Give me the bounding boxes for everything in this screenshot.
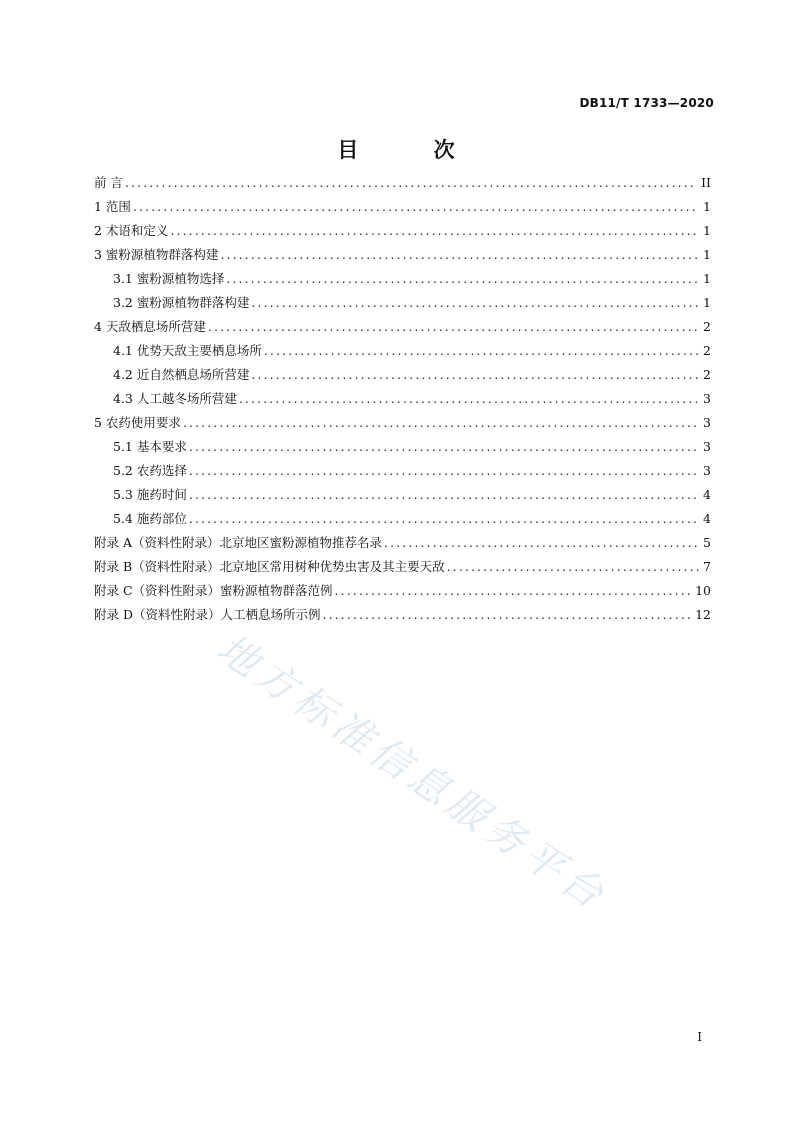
toc-entry[interactable] [94,483,711,507]
toc-entry-label: 3.2 蜜粉源植物群落构建 [113,295,250,310]
toc-entry-label: 5 农药使用要求 [94,415,181,430]
toc-entry[interactable] [94,435,711,459]
toc-entry[interactable] [94,195,711,219]
toc-entry[interactable] [94,579,711,603]
toc-entry[interactable] [94,459,711,483]
toc-entry-label: 3.1 蜜粉源植物选择 [113,271,225,286]
toc-leader-dots [125,171,697,195]
toc-entry[interactable] [94,603,711,627]
toc-entry-page: 1 [703,199,711,214]
toc-entry[interactable] [94,267,711,291]
toc-entry[interactable] [94,531,711,555]
toc-leader-dots [251,363,699,387]
toc-entry[interactable] [94,219,711,243]
toc-entry[interactable] [94,171,711,195]
toc-title: 目 次 [337,138,489,162]
toc-entry-label: 4.1 优势天敌主要栖息场所 [113,343,262,358]
toc-entry-label: 4 天敌栖息场所营建 [94,319,206,334]
toc-entry-page: 10 [695,583,711,598]
toc-leader-dots [264,339,699,363]
toc-entry-page: 3 [703,391,711,406]
toc-entry-label: 附录 C（资料性附录）蜜粉源植物群落范例 [94,583,333,598]
toc-leader-dots [170,219,699,243]
toc-entry-page: 1 [703,295,711,310]
toc-entry-page: 3 [703,463,711,478]
toc-entry-page: 3 [703,439,711,454]
toc-entry-page: 12 [695,607,711,622]
toc-entry-label: 附录 D（资料性附录）人工栖息场所示例 [94,607,321,622]
toc-entry-label: 5.2 农药选择 [113,463,187,478]
toc-leader-dots [189,483,699,507]
toc-entry-page: 2 [703,343,711,358]
watermark: 地方标准信息服务平台 [208,625,616,921]
toc-entry-page: 5 [703,535,711,550]
toc-entry-page: 2 [703,367,711,382]
toc-entry[interactable] [94,555,711,579]
toc-entry[interactable] [94,291,711,315]
toc-entry-label: 5.4 施药部位 [113,511,187,526]
page-number: I [697,1030,702,1044]
toc-entry-label: 4.2 近自然栖息场所营建 [113,367,250,382]
toc-leader-dots [208,315,699,339]
toc-leader-dots [323,603,692,627]
standard-code: DB11/T 1733—2020 [579,96,714,110]
toc-entry-page: 1 [703,247,711,262]
toc-entry-label: 前 言 [94,175,123,190]
toc-entry-page: 1 [703,223,711,238]
toc-entry[interactable] [94,339,711,363]
toc-entry-label: 5.3 施药时间 [113,487,187,502]
toc-leader-dots [447,555,699,579]
toc-entry-page: 4 [703,487,711,502]
toc-leader-dots [220,243,699,267]
toc-entry-label: 1 范围 [94,199,131,214]
toc-leader-dots [183,411,699,435]
toc-entry[interactable] [94,243,711,267]
toc-entry[interactable] [94,363,711,387]
toc-entry-label: 5.1 基本要求 [113,439,187,454]
toc-leader-dots [226,267,699,291]
toc-leader-dots [189,459,699,483]
toc-entry-label: 3 蜜粉源植物群落构建 [94,247,219,262]
toc-entry[interactable] [94,411,711,435]
toc-entry-label: 2 术语和定义 [94,223,169,238]
table-of-contents [94,171,711,627]
toc-entry[interactable] [94,507,711,531]
toc-entry-label: 4.3 人工越冬场所营建 [113,391,237,406]
toc-leader-dots [335,579,692,603]
toc-entry-page: II [701,175,711,190]
toc-entry-page: 7 [703,559,711,574]
toc-leader-dots [133,195,699,219]
toc-entry-page: 1 [703,271,711,286]
toc-leader-dots [189,507,699,531]
toc-entry[interactable] [94,387,711,411]
toc-entry-page: 3 [703,415,711,430]
toc-entry[interactable] [94,315,711,339]
toc-entry-label: 附录 B（资料性附录）北京地区常用树种优势虫害及其主要天敌 [94,559,445,574]
toc-leader-dots [239,387,699,411]
toc-entry-label: 附录 A（资料性附录）北京地区蜜粉源植物推荐名录 [94,535,383,550]
toc-entry-page: 4 [703,511,711,526]
toc-entry-page: 2 [703,319,711,334]
toc-leader-dots [251,291,699,315]
toc-leader-dots [189,435,699,459]
toc-leader-dots [384,531,699,555]
